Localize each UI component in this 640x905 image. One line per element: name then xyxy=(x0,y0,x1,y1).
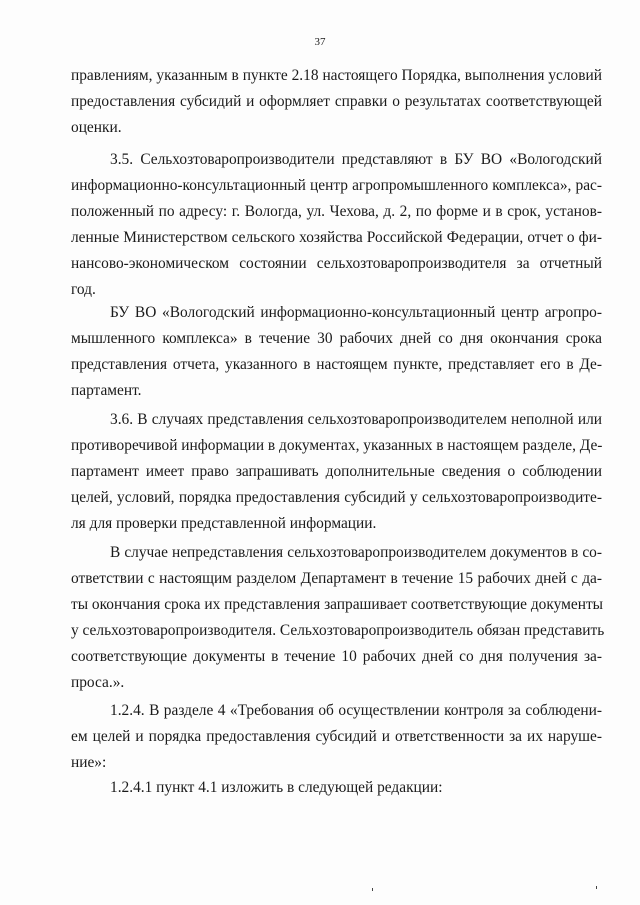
text-line: ответствии с настоящим разделом Департамент в течение 15 рабочих дней с да- xyxy=(71,570,602,587)
text-line: БУ ВО «Вологодский информационно-консультационный центр агропро- xyxy=(110,304,602,321)
text-line: информационно-консультационный центр агропромышленного комплекса», рас- xyxy=(71,177,602,194)
text-line: 1.2.4. В разделе 4 «Требования об осуществлении контроля за соблюдени- xyxy=(110,702,602,719)
scan-speck xyxy=(596,886,597,889)
text-line: ля для проверки представленной информации. xyxy=(71,515,377,532)
text-line: 3.5. Сельхозтоваропроизводители представляют в БУ ВО «Вологодский xyxy=(110,151,602,168)
scan-speck xyxy=(372,888,373,891)
text-line: у сельхозтоваропроизводителя. Сельхозтоваропроизводитель обязан представить xyxy=(71,622,605,639)
text-line: предоставления субсидий и оформляет справки о результатах соответствующей xyxy=(71,93,602,110)
text-line: ленные Министерством сельского хозяйства Российской Федерации, отчет о фи- xyxy=(71,229,602,246)
text-line: партамент имеет право запрашивать дополнительные сведения о соблюдении xyxy=(71,463,602,480)
text-line: соответствующие документы в течение 10 рабочих дней со дня получения за- xyxy=(71,648,602,665)
text-line: представления отчета, указанного в настоящем пункте, представляет его в Де- xyxy=(71,356,602,373)
text-line: мышленного комплекса» в течение 30 рабочих дней со дня окончания срока xyxy=(71,330,602,347)
text-line: ты окончания срока их представления запрашивает соответствующие документы xyxy=(71,596,604,613)
page-number: 37 xyxy=(314,36,326,48)
text-line: ем целей и порядка предоставления субсидий и ответственности за их наруше- xyxy=(71,728,602,745)
text-line: целей, условий, порядка предоставления субсидий у сельхозтоваропроизводите- xyxy=(71,489,602,506)
text-line: нансово-экономическом состоянии сельхозтоваропроизводителя за отчетный xyxy=(71,255,602,272)
text-line: партамент. xyxy=(71,382,142,399)
text-line: 3.6. В случаях представления сельхозтоваропроизводителем неполной или xyxy=(110,411,602,428)
text-line: противоречивой информации в документах, указанных в настоящем разделе, Де- xyxy=(71,437,603,454)
text-line: год. xyxy=(71,281,96,298)
text-line: оценки. xyxy=(71,119,122,136)
text-line: правлениям, указанным в пункте 2.18 настоящего Порядка, выполнения условий xyxy=(71,67,602,84)
text-line: 1.2.4.1 пункт 4.1 изложить в следующей редакции: xyxy=(110,779,443,796)
text-line: ние»: xyxy=(71,754,107,771)
text-line: В случае непредставления сельхозтоваропроизводителем документов в со- xyxy=(110,544,602,561)
text-line: положенный по адресу: г. Вологда, ул. Чехова, д. 2, по форме и в срок, установ- xyxy=(71,203,602,220)
text-line: проса.». xyxy=(71,674,125,691)
